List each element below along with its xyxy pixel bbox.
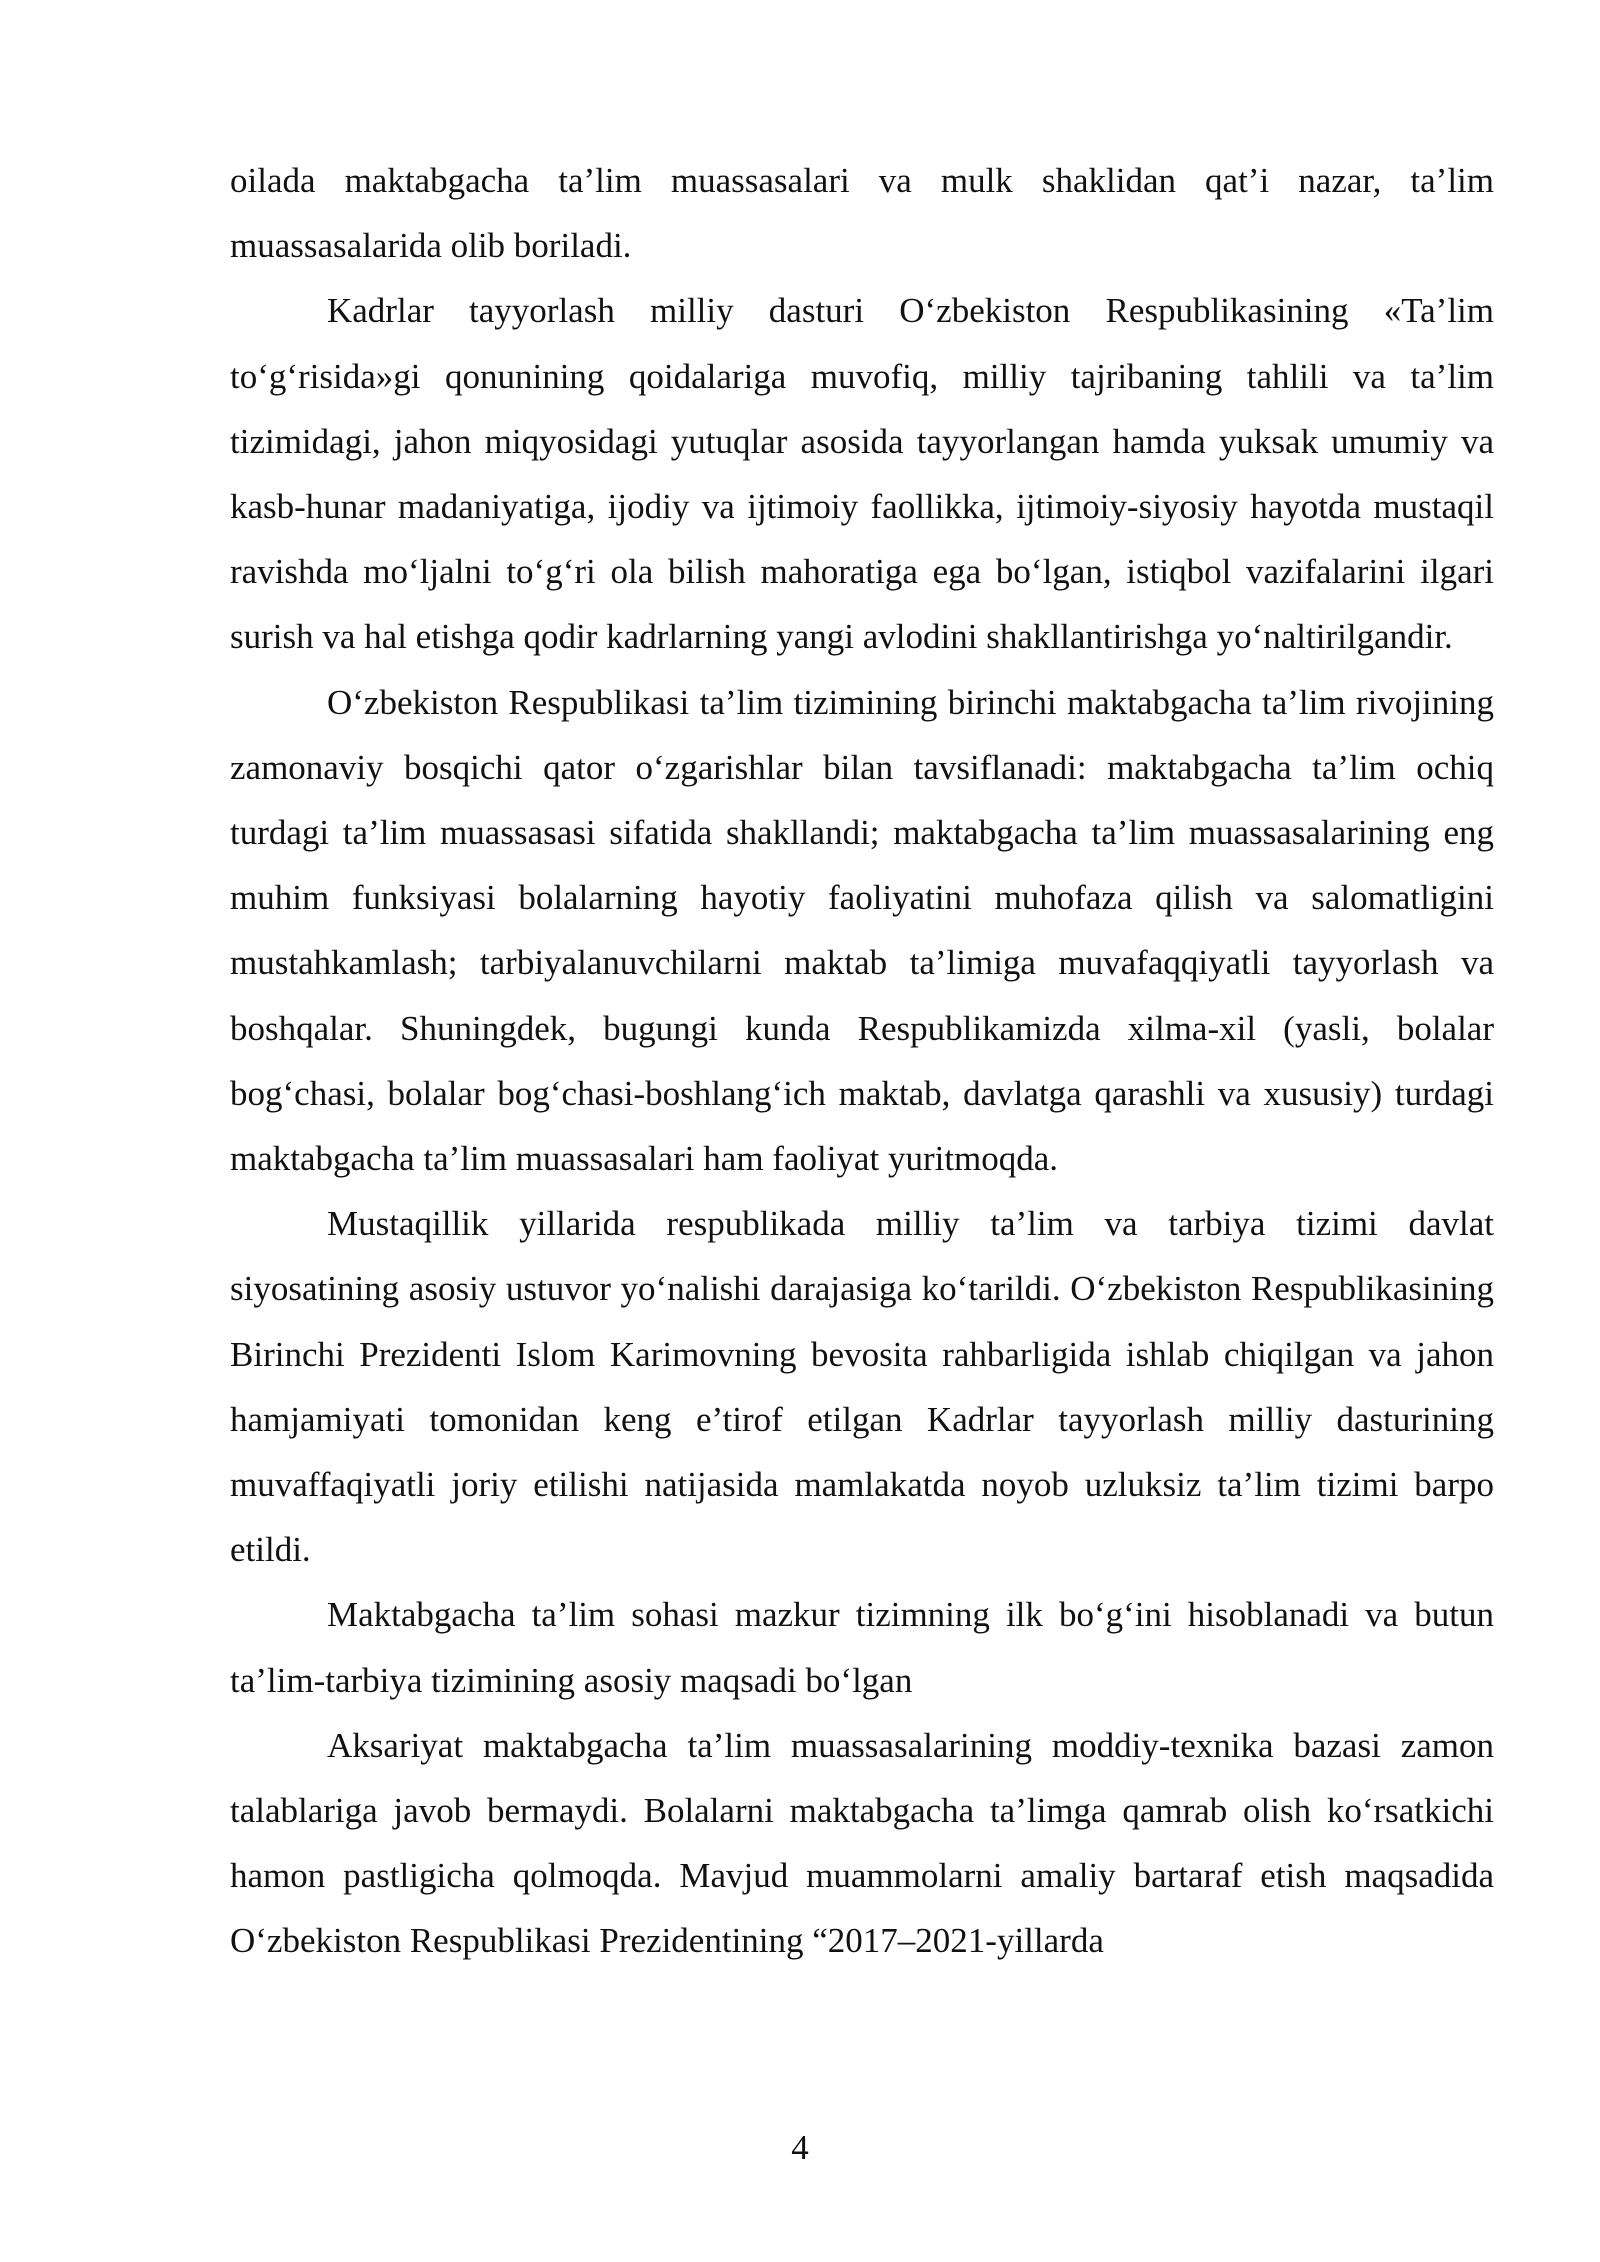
body-text bbox=[230, 148, 1494, 1974]
paragraph: Maktabgacha ta’lim sohasi mazkur tizimning ilk bo‘g‘ini hisoblanadi va butun ta’lim-tarbiya tizimining asosiy maqsadi bo‘lgan bbox=[230, 1595, 1494, 1700]
paragraph: Kadrlar tayyorlash milliy dasturi O‘zbekiston Respublikasining «Ta’lim to‘g‘risida»gi qonunining qoidalariga muvofiq, milliy tajribaning tahlili va ta’lim tizimidagi, jahon miqyosidagi yutuqlar asosida tayyorlangan hamda yuksak umumiy va kasb-hunar madaniyatiga, ijodiy va ijtimoiy faollikka, ijtimoiy-siyosiy hayotda mustaqil ravishda mo‘ljalni to‘g‘ri ola bilish mahoratiga ega bo‘lgan, istiqbol vazifalarini ilgari surish va hal etishga qodir kadrlarning yangi avlodini shakllantirishga yo‘naltirilgandir. bbox=[230, 291, 1494, 657]
paragraph: O‘zbekiston Respublikasi ta’lim tizimining birinchi maktabgacha ta’lim rivojining zamonaviy bosqichi qator o‘zgarishlar bilan tavsiflanadi: maktabgacha ta’lim ochiq turdagi ta’lim muassasasi sifatida shakllandi; maktabgacha ta’lim muassasalarining eng muhim funksiyasi bolalarning hayotiy faoliyatini muhofaza qilish va salomatligini mustahkamlash; tarbiyalanuvchilarni maktab ta’limiga muvafaqqiyatli tayyorlash va boshqalar. Shuningdek, bugungi kunda Respublikamizda xilma-xil (yasli, bolalar bog‘chasi, bolalar bog‘chasi-boshlang‘ich maktab, davlatga qarashli va xususiy) turdagi maktabgacha ta’lim muassasalari ham faoliyat yuritmoqda. bbox=[230, 682, 1494, 1179]
paragraph: Mustaqillik yillarida respublikada milliy ta’lim va tarbiya tizimi davlat siyosatining asosiy ustuvor yo‘nalishi darajasiga ko‘tarildi. O‘zbekiston Respublikasining Birinchi Prezidenti Islom Karimovning bevosita rahbarligida ishlab chiqilgan va jahon hamjamiyati tomonidan keng e’tirof etilgan Kadrlar tayyorlash milliy dasturining muvaffaqiyatli joriy etilishi natijasida mamlakatda noyob uzluksiz ta’lim tizimi barpo etildi. bbox=[230, 1204, 1494, 1570]
page-number: 4 bbox=[791, 2128, 809, 2167]
paragraph: oilada maktabgacha ta’lim muassasalari va mulk shaklidan qat’i nazar, ta’lim muassasalarida olib boriladi. bbox=[230, 161, 1494, 266]
paragraph: Aksariyat maktabgacha ta’lim muassasalarining moddiy-texnika bazasi zamon talablariga javob bermaydi. Bolalarni maktabgacha ta’limga qamrab olish ko‘rsatkichi hamon pastligicha qolmoqda. Mavjud muammolarni amaliy bartaraf etish maqsadida O‘zbekiston Respublikasi Prezidentining “2017–2021-yillarda bbox=[230, 1725, 1494, 1961]
